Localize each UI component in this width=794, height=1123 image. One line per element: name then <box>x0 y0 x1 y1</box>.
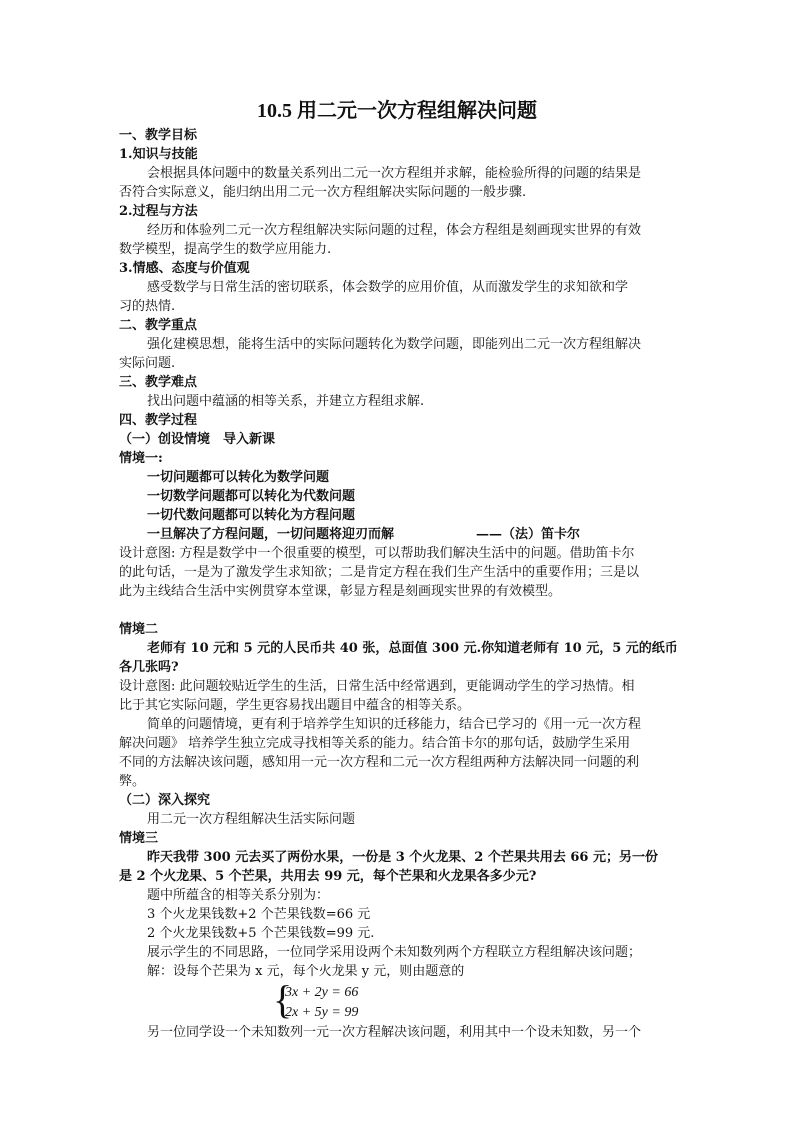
paragraph-line: 解决问题》 培养学生独立完成寻找相等关系的能力。结合笛卡尔的那句话，鼓励学生采用 <box>119 736 631 751</box>
paragraph-line: 弊。 <box>119 774 146 789</box>
paragraph-line: 不同的方法解决该问题，感知用一元一次方程和二元一次方程组两种方法解决同一问题的利 <box>119 755 640 770</box>
paragraph-line: 题中所蕴含的相等关系分别为： <box>147 888 330 903</box>
paragraph-line: 3 个火龙果钱数+2 个芒果钱数=66 元 <box>147 907 371 922</box>
paragraph-line: 会根据具体问题中的数量关系列出二元一次方程组并求解，能检验所得的问题的结果是 <box>147 166 642 181</box>
paragraph-line: 简单的问题情境，更有利于培养学生知识的迁移能力，结合已学习的《用一元一次方程 <box>147 717 642 732</box>
equation-1: 3x + 2y = 66 <box>285 985 359 1000</box>
subheading-exploration: （二）深入探究 <box>119 793 211 808</box>
subheading-process: 2.过程与方法 <box>119 204 198 219</box>
left-brace: { <box>273 977 293 1022</box>
paragraph-line: 比于其它实际问题，学生更容易找出题目中蕴含的相等关系。 <box>119 698 471 713</box>
paragraph-line: 设计意图: 方程是数学中一个很重要的模型，可以帮助我们解决生活中的问题。借助笛卡尔 <box>119 546 635 561</box>
paragraph-line: 展示学生的不同思路，一位同学采用设两个未知数列两个方程联立方程组解决该问题； <box>147 945 642 960</box>
paragraph-line: 数学模型，提高学生的数学应用能力. <box>119 242 332 257</box>
problem-line: 是 2 个火龙果、5 个芒果，共用去 99 元，每个芒果和火龙果各多少元? <box>119 869 537 884</box>
problem-line: 老师有 10 元和 5 元的人民币共 40 张，总面值 300 元.你知道老师有 10 元，5 元的纸币 <box>147 641 678 656</box>
paragraph-line: 的此句话，一是为了激发学生求知欲；二是肯定方程在我们生产生活中的重要作用；三是以 <box>119 565 640 580</box>
quote-attribution: ——（法）笛卡尔 <box>476 527 581 542</box>
document-body <box>119 126 679 1042</box>
scenario-two-label: 情境二 <box>119 622 159 637</box>
paragraph-line: 用二元一次方程组解决生活实际问题 <box>147 812 356 827</box>
paragraph-line: 实际问题. <box>119 356 176 371</box>
paragraph-line: 找出问题中蕴涵的相等关系，并建立方程组求解. <box>147 394 425 409</box>
section-heading-difficulties: 三、教学难点 <box>119 375 198 390</box>
quote-text: 一旦解决了方程问题，一切问题将迎刃而解 <box>147 527 395 542</box>
quote-line: 一切代数问题都可以转化为方程问题 <box>147 508 356 523</box>
paragraph-line: 此为主线结合生活中实例贯穿本堂课，彰显方程是刻画现实世界的有效模型。 <box>119 584 562 599</box>
problem-line: 昨天我带 300 元去买了两份水果，一份是 3 个火龙果、2 个芒果共用去 66 元；另一份 <box>147 850 658 865</box>
paragraph-line: 感受数学与日常生活的密切联系，体会数学的应用价值，从而激发学生的求知欲和学 <box>147 280 629 295</box>
paragraph-line: 强化建模思想，能将生活中的实际问题转化为数学问题，即能列出二元一次方程组解决 <box>147 337 642 352</box>
paragraph-line: 经历和体验列二元一次方程组解决实际问题的过程，体会方程组是刻画现实世界的有效 <box>147 223 642 238</box>
equation-2: 2x + 5y = 99 <box>285 1005 359 1020</box>
section-heading-key-points: 二、教学重点 <box>119 318 198 333</box>
section-heading-process: 四、教学过程 <box>119 413 198 428</box>
subheading-knowledge: 1.知识与技能 <box>119 147 198 162</box>
paragraph-line: 2 个火龙果钱数+5 个芒果钱数=99 元. <box>147 926 375 941</box>
page-title: 10.5 用二元一次方程组解决问题 <box>257 100 537 122</box>
quote-line: 一切数学问题都可以转化为代数问题 <box>147 489 356 504</box>
paragraph-line: 另一位同学设一个未知数列一元一次方程解决该问题，利用其中一个设未知数，另一个 <box>147 1025 642 1040</box>
quote-line-final <box>119 525 679 544</box>
paragraph-line: 设计意图: 此问题较贴近学生的生活，日常生活中经常遇到，更能调动学生的学习热情。相 <box>119 679 635 694</box>
equation-system <box>273 977 679 1023</box>
scenario-one-label: 情境一: <box>119 451 163 466</box>
subheading-attitude: 3.情感、态度与价值观 <box>119 261 250 276</box>
quote-line: 一切问题都可以转化为数学问题 <box>147 470 330 485</box>
section-heading-objectives: 一、教学目标 <box>119 128 198 143</box>
subheading-introduction: （一）创设情境 导入新课 <box>119 432 276 447</box>
paragraph-line: 否符合实际意义，能归纳出用二元一次方程组解决实际问题的一般步骤. <box>119 185 527 200</box>
problem-line: 各几张吗? <box>119 660 179 675</box>
paragraph-line: 习的热情. <box>119 299 176 314</box>
paragraph-line: 解：设每个芒果为 x 元，每个火龙果 y 元，则由题意的 <box>147 964 465 979</box>
scenario-three-label: 情境三 <box>119 831 159 846</box>
